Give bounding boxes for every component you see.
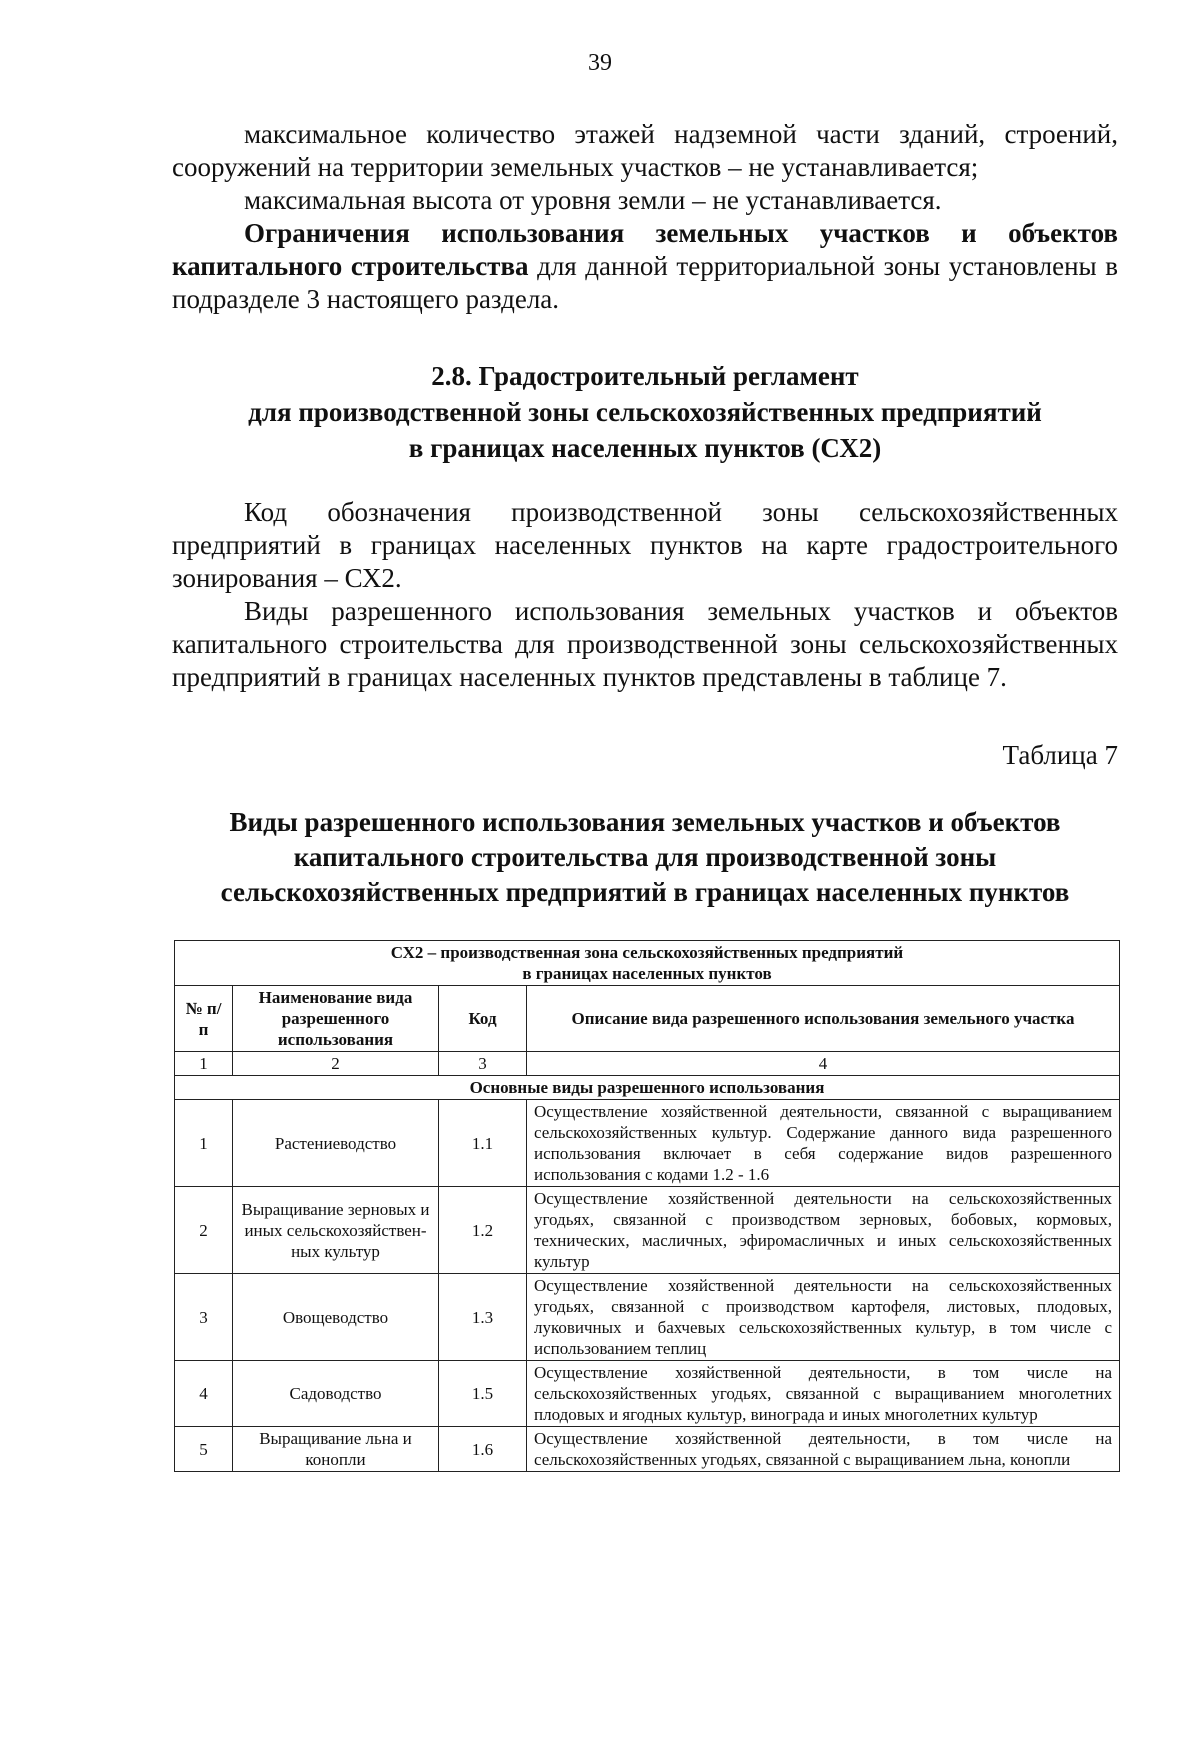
row-desc: Осуществление хозяйственной деятельности, связанной с выращиванием сельскохозяйственных культур. Содержание данного вида разрешенного использования включает в себя содержание видов разрешенного использования с кодами 1.2 - 1.6: [527, 1100, 1120, 1187]
zone-header-line-2: в границах населенных пунктов: [522, 964, 772, 983]
column-number: 1: [175, 1052, 233, 1076]
row-code: 1.6: [439, 1427, 527, 1472]
row-name: Растениеводство: [233, 1100, 439, 1187]
column-header-code: Код: [439, 986, 527, 1052]
table-row: [175, 1100, 1120, 1187]
table-row: [175, 1427, 1120, 1472]
zone-header-line-1: СХ2 – производственная зона сельскохозяйственных предприятий: [390, 943, 904, 962]
table-title: [172, 805, 1118, 910]
column-header-row: [175, 986, 1120, 1052]
body-text: [172, 496, 1118, 694]
zone-header-row: [175, 941, 1120, 986]
row-desc: Осуществление хозяйственной деятельности, в том числе на сельскохозяйственных угодьях, связанной с выращиванием льна, конопли: [527, 1427, 1120, 1472]
intro-paragraph-3-rest: для данной территориальной зоны установлены в подразделе 3 настоящего раздела.: [172, 251, 1118, 314]
intro-paragraph-2: максимальная высота от уровня земли – не устанавливается.: [244, 185, 942, 215]
row-desc: Осуществление хозяйственной деятельности на сельскохозяйственных угодьях, связанной с производством зерновых, бобовых, кормовых, технических, масличных, эфиромасличных и иных сельскохозяйственных культур: [527, 1187, 1120, 1274]
row-num: 2: [175, 1187, 233, 1274]
row-desc: Осуществление хозяйственной деятельности, в том числе на сельскохозяйственных угодьях, связанной с выращиванием многолетних плодовых и ягодных культур, винограда и иных многолетних культур: [527, 1361, 1120, 1427]
row-num: 4: [175, 1361, 233, 1427]
page-number: 39: [588, 50, 612, 76]
row-num: 1: [175, 1100, 233, 1187]
intro-paragraph-3: [172, 217, 1118, 316]
row-code: 1.5: [439, 1361, 527, 1427]
table-row: [175, 1274, 1120, 1361]
body-paragraph-2: Виды разрешенного использования земельных участков и объектов капитального строительства для производственной зоны сельскохозяйственных предприятий в границах населенных пунктов представлены в таблице 7.: [172, 596, 1118, 692]
column-header-num: № п/п: [175, 986, 233, 1052]
body-paragraph-1: Код обозначения производственной зоны сельскохозяйственных предприятий в границах населенных пунктов на карте градостроительного зонирования – СХ2.: [172, 497, 1118, 593]
table-caption: Таблица 7: [1002, 740, 1118, 770]
column-header-desc: Описание вида разрешенного использования земельного участка: [527, 986, 1120, 1052]
section-heading: [172, 358, 1118, 466]
row-name: Выращивание зерновых и иных сельскохозяйствен-ных культур: [233, 1187, 439, 1274]
row-num: 3: [175, 1274, 233, 1361]
row-code: 1.3: [439, 1274, 527, 1361]
column-number-row: [175, 1052, 1120, 1076]
column-header-name: Наименование вида разрешенного использования: [233, 986, 439, 1052]
row-name: Выращивание льна и конопли: [233, 1427, 439, 1472]
table-row: [175, 1187, 1120, 1274]
table-title-line-2: капитального строительства для производственной зоны: [293, 842, 997, 872]
column-number: 4: [527, 1052, 1120, 1076]
column-number: 3: [439, 1052, 527, 1076]
group-row: [175, 1076, 1120, 1100]
group-label: Основные виды разрешенного использования: [175, 1076, 1120, 1100]
section-heading-line-2: для производственной зоны сельскохозяйственных предприятий: [248, 397, 1042, 427]
row-code: 1.1: [439, 1100, 527, 1187]
section-heading-line-3: в границах населенных пунктов (СХ2): [408, 433, 882, 463]
row-num: 5: [175, 1427, 233, 1472]
row-code: 1.2: [439, 1187, 527, 1274]
row-desc: Осуществление хозяйственной деятельности на сельскохозяйственных угодьях, связанной с производством картофеля, листовых, плодовых, луковичных и бахчевых сельскохозяйственных культур, в том числе с использованием теплиц: [527, 1274, 1120, 1361]
table-title-line-1: Виды разрешенного использования земельных участков и объектов: [229, 807, 1061, 837]
table-row: [175, 1361, 1120, 1427]
table-title-line-3: сельскохозяйственных предприятий в границах населенных пунктов: [220, 877, 1070, 907]
zone-header-cell: [175, 941, 1120, 986]
row-name: Садоводство: [233, 1361, 439, 1427]
intro-text: [172, 118, 1118, 316]
section-heading-line-1: 2.8. Градостроительный регламент: [431, 361, 859, 391]
row-name: Овощеводство: [233, 1274, 439, 1361]
intro-paragraph-1: максимальное количество этажей надземной части зданий, строений, сооружений на территории земельных участков – не устанавливается;: [172, 119, 1118, 182]
intro-paragraph-3-bold: Ограничения использования земельных участков и объектов капитального строительства: [172, 218, 1118, 281]
column-number: 2: [233, 1052, 439, 1076]
permitted-use-table: [174, 940, 1120, 1472]
